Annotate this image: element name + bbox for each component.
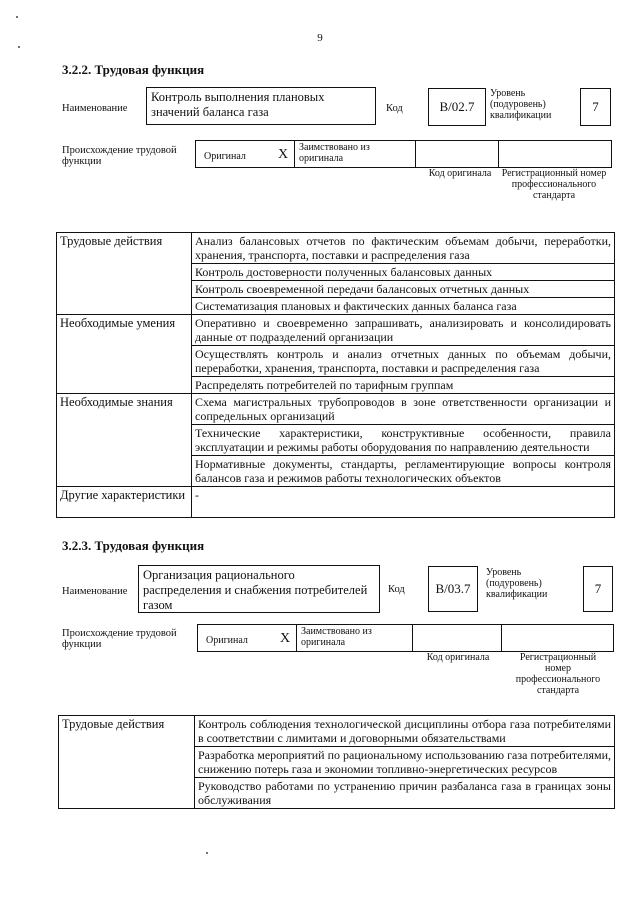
- scan-speck: [206, 852, 208, 854]
- page-number: 9: [317, 32, 323, 44]
- function-code: B/03.7: [428, 566, 478, 612]
- code-original-cell: [415, 140, 499, 168]
- level-label: Уровень (подуровень) квалификации: [486, 567, 548, 600]
- table-cell: Распределять потребителей по тарифным группам: [192, 377, 615, 394]
- scan-speck: [16, 16, 18, 18]
- table-cell: Оперативно и своевременно запрашивать, анализировать и консолидировать данные от подразделений организации: [192, 315, 615, 346]
- code-label: Код: [386, 103, 403, 114]
- reg-number-cell: [498, 140, 612, 168]
- table-cell: -: [192, 487, 615, 518]
- origin-label: Происхождение трудовой функции: [62, 145, 177, 167]
- reg-number-label: Регистрационный номер профессионального стандарта: [501, 168, 607, 201]
- origin-label: Происхождение трудовой функции: [62, 628, 177, 650]
- reg-number-label: Регистрационный номер профессионального стандарта: [515, 652, 601, 696]
- row-label: Необходимые знания: [57, 394, 192, 487]
- original-label: Оригинал: [204, 151, 246, 162]
- function-code: B/02.7: [428, 88, 486, 126]
- table-cell: Контроль своевременной передачи балансовых отчетных данных: [192, 281, 615, 298]
- qualification-level: 7: [580, 88, 611, 126]
- borrowed-cell: [296, 624, 413, 652]
- table-cell: Разработка мероприятий по рациональному использованию газа потребителями, снижению потерь газа и экономии топливно-энергетических ресурсов: [195, 747, 615, 778]
- function-name: Контроль выполнения плановых значений баланса газа: [146, 87, 376, 125]
- function-table-2: [58, 715, 615, 809]
- table-cell: Технические характеристики, конструктивные особенности, правила эксплуатации и режимы работы оборудования по направлению деятельности: [192, 425, 615, 456]
- table-cell: Контроль соблюдения технологической дисциплины отбора газа потребителями в соответствии с лимитами и договорными обязательствами: [195, 716, 615, 747]
- table-cell: Руководство работами по устранению причин разбаланса газа в границах зоны обслуживания: [195, 778, 615, 809]
- section-title: 3.2.2. Трудовая функция: [62, 62, 205, 77]
- borrowed-label: Заимствовано из оригинала: [301, 626, 372, 648]
- row-label: Другие характеристики: [57, 487, 192, 518]
- original-cell: [195, 140, 295, 168]
- function-name: Организация рационального распределения и снабжения потребителей газом: [138, 565, 380, 613]
- row-label: Трудовые действия: [59, 716, 195, 809]
- original-cell: [197, 624, 297, 652]
- table-cell: Анализ балансовых отчетов по фактическим объемам добычи, переработки, хранения, транспорта, поставки и распределения газа: [192, 233, 615, 264]
- original-mark: X: [278, 147, 289, 162]
- borrowed-label: Заимствовано из оригинала: [299, 142, 370, 164]
- code-original-cell: [412, 624, 502, 652]
- qualification-level: 7: [583, 566, 613, 612]
- code-original-label: Код оригинала: [428, 168, 492, 179]
- row-label: Необходимые умения: [57, 315, 192, 394]
- table-cell: Схема магистральных трубопроводов в зоне ответственности организации и сопредельных организаций: [192, 394, 615, 425]
- table-cell: Осуществлять контроль и анализ отчетных данных по объемам добычи, переработки, хранения, транспорта, поставки и распределения газа: [192, 346, 615, 377]
- code-original-label: Код оригинала: [426, 652, 490, 663]
- table-cell: Нормативные документы, стандарты, регламентирующие вопросы контроля балансов газа и режимов работы технологических объектов: [192, 456, 615, 487]
- level-label: Уровень (подуровень) квалификации: [490, 88, 552, 121]
- row-label: Трудовые действия: [57, 233, 192, 315]
- table-cell: Систематизация плановых и фактических данных баланса газа: [192, 298, 615, 315]
- function-table-1: [56, 232, 615, 518]
- scan-speck: [18, 46, 20, 48]
- original-mark: X: [280, 631, 291, 646]
- section-title: 3.2.3. Трудовая функция: [62, 538, 205, 553]
- name-label: Наименование: [62, 586, 128, 597]
- name-label: Наименование: [62, 103, 128, 114]
- borrowed-cell: [294, 140, 416, 168]
- table-cell: Контроль достоверности полученных балансовых данных: [192, 264, 615, 281]
- code-label: Код: [388, 584, 405, 595]
- reg-number-cell: [501, 624, 614, 652]
- original-label: Оригинал: [206, 635, 248, 646]
